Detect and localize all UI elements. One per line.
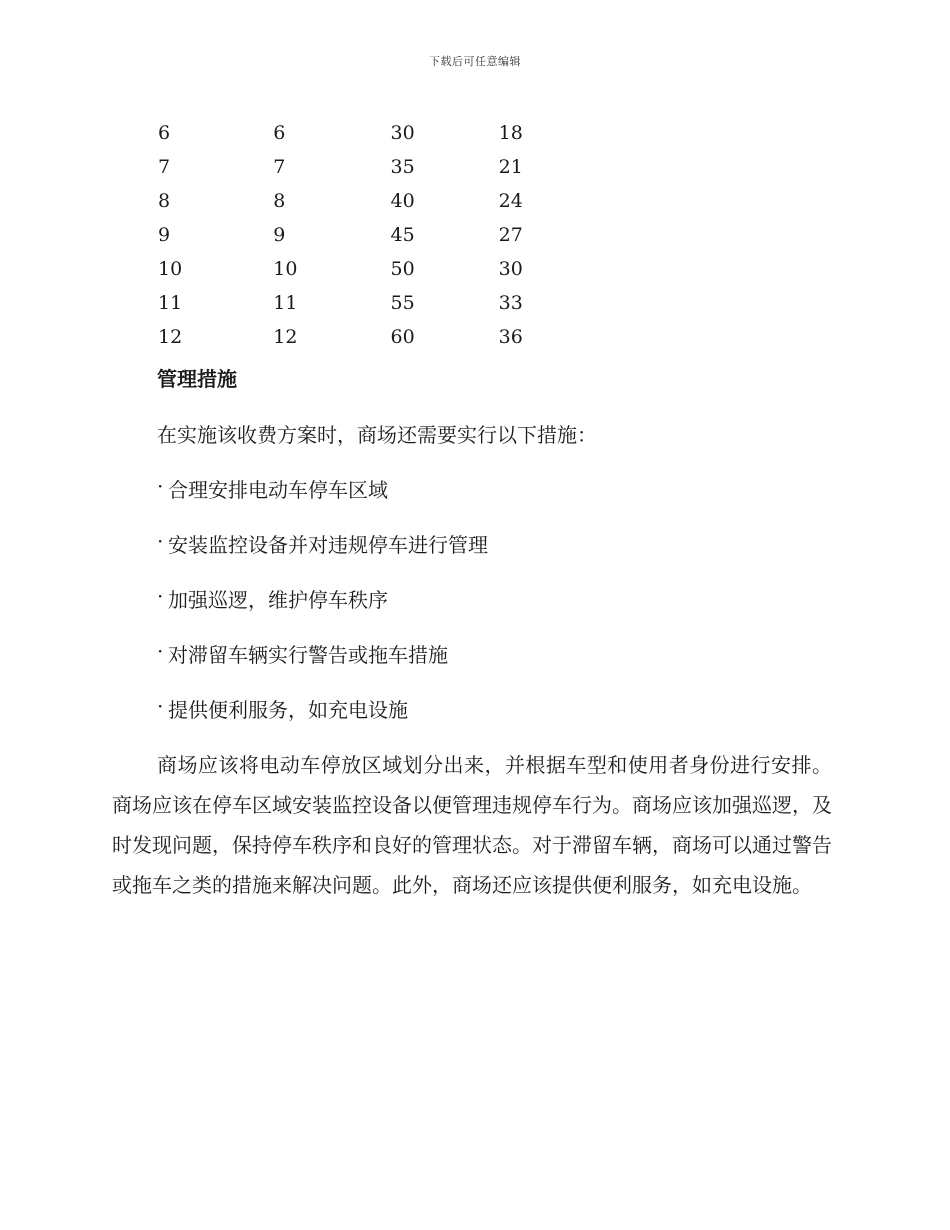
table-cell: 7	[273, 156, 286, 178]
measures-list	[157, 474, 488, 749]
table-cell: 10	[273, 258, 298, 280]
list-item-text: 合理安排电动车停车区域	[168, 478, 388, 502]
table-cell: 30	[390, 122, 415, 144]
list-item-text: 安装监控设备并对违规停车进行管理	[168, 533, 488, 557]
table-cell: 7	[158, 156, 171, 178]
table-cell: 8	[273, 190, 286, 212]
bullet-icon: ·	[157, 529, 164, 553]
page-header: 下载后可任意编辑	[429, 55, 521, 68]
intro-text: 在实施该收费方案时，商场还需要实行以下措施：	[157, 423, 597, 447]
table-cell: 55	[390, 292, 415, 314]
table-cell: 36	[498, 326, 523, 348]
table-cell: 9	[273, 224, 286, 246]
table-cell: 24	[498, 190, 523, 212]
table-cell: 6	[158, 122, 171, 144]
list-item-text: 提供便利服务，如充电设施	[168, 698, 408, 722]
table-row	[150, 184, 570, 218]
table-cell: 60	[390, 326, 415, 348]
table-cell: 11	[158, 292, 183, 314]
table-row	[150, 116, 570, 150]
table-row	[150, 252, 570, 286]
table-row	[150, 218, 570, 252]
table-cell: 50	[390, 258, 415, 280]
table-cell: 27	[498, 224, 523, 246]
table-cell: 10	[158, 258, 183, 280]
bullet-icon: ·	[157, 474, 164, 498]
bullet-icon: ·	[157, 639, 164, 663]
bullet-icon: ·	[157, 584, 164, 608]
table-cell: 9	[158, 224, 171, 246]
list-item	[157, 584, 488, 639]
section-title: 管理措施	[157, 367, 237, 391]
table-cell: 30	[498, 258, 523, 280]
list-item	[157, 474, 488, 529]
table-cell: 40	[390, 190, 415, 212]
table-cell: 45	[390, 224, 415, 246]
data-table	[150, 116, 570, 354]
table-cell: 33	[498, 292, 523, 314]
table-row	[150, 286, 570, 320]
body-paragraph: 商场应该将电动车停放区域划分出来，并根据车型和使用者身份进行安排。商场应该在停车区域安装监控设备以便管理违规停车行为。商场应该加强巡逻，及时发现问题，保持停车秩序和良好的管理状态。对于滞留车辆，商场可以通过警告或拖车之类的措施来解决问题。此外，商场还应该提供便利服务，如充电设施。	[112, 753, 832, 897]
table-row	[150, 320, 570, 354]
table-cell: 21	[498, 156, 523, 178]
list-item	[157, 694, 488, 749]
table-cell: 35	[390, 156, 415, 178]
table-cell: 12	[273, 326, 298, 348]
list-item-text: 对滞留车辆实行警告或拖车措施	[168, 643, 448, 667]
table-cell: 12	[158, 326, 183, 348]
table-cell: 6	[273, 122, 286, 144]
table-cell: 8	[158, 190, 171, 212]
list-item	[157, 639, 488, 694]
table-row	[150, 150, 570, 184]
list-item-text: 加强巡逻，维护停车秩序	[168, 588, 388, 612]
table-cell: 11	[273, 292, 298, 314]
list-item	[157, 529, 488, 584]
table-cell: 18	[498, 122, 523, 144]
bullet-icon: ·	[157, 694, 164, 718]
